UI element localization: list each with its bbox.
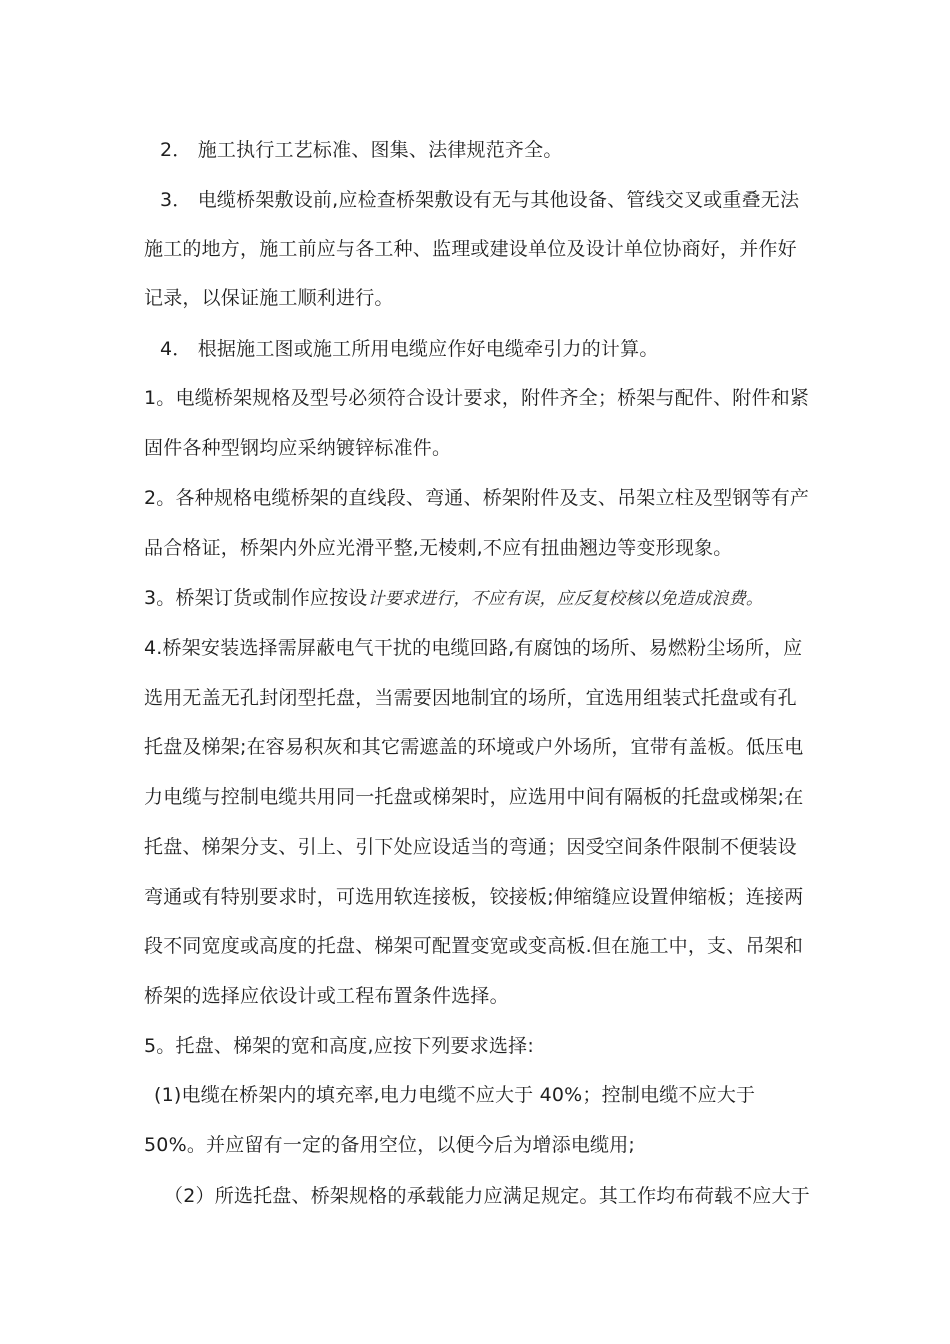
text-line: 4.桥架安装选择需屏蔽电气干扰的电缆回路,有腐蚀的场所、易燃粉尘场所，应	[144, 637, 803, 659]
text-line: 力电缆与控制电缆共用同一托盘或梯架时，应选用中间有隔板的托盘或梯架;在	[144, 786, 804, 808]
text-segment: 3。桥架订货或制作应按设	[144, 587, 368, 609]
text-line: 选用无盖无孔封闭型托盘，当需要因地制宜的场所，宜选用组装式托盘或有孔	[144, 687, 797, 709]
text-line: 50%。并应留有一定的备用空位，以便今后为增添电缆用;	[144, 1134, 636, 1156]
text-line: 2。各种规格电缆桥架的直线段、弯通、桥架附件及支、吊架立柱及型钢等有产	[144, 487, 810, 509]
text-line: 固件各种型钢均应采纳镀锌标准件。	[144, 437, 452, 459]
text-line: （2）所选托盘、桥架规格的承载能力应满足规定。其工作均布荷载不应大于	[164, 1185, 810, 1207]
text-line: 托盘、梯架分支、引上、引下处应设适当的弯通；因受空间条件限制不便装设	[144, 836, 797, 858]
text-line: 4． 根据施工图或施工所用电缆应作好电缆牵引力的计算。	[160, 338, 659, 360]
text-line: 段不同宽度或高度的托盘、梯架可配置变宽或变高板.但在施工中，支、吊架和	[144, 935, 804, 957]
text-line: 1。电缆桥架规格及型号必须符合设计要求，附件齐全；桥架与配件、附件和紧	[144, 387, 810, 409]
text-line: 托盘及梯架;在容易积灰和其它需遮盖的环境或户外场所，宜带有盖板。低压电	[144, 736, 804, 758]
text-line: 桥架的选择应依设计或工程布置条件选择。	[144, 985, 509, 1007]
text-segment-serif: 计要求进行，不应有误，应反复校核以免造成浪费。	[367, 589, 764, 609]
text-line: 品合格证，桥架内外应光滑平整,无棱刺,不应有扭曲翘边等变形现象。	[144, 537, 733, 559]
text-line-mixed	[144, 585, 763, 612]
text-line: (1)电缆在桥架内的填充率,电力电缆不应大于 40%；控制电缆不应大于	[154, 1084, 756, 1106]
text-line: 施工的地方，施工前应与各工种、监理或建设单位及设计单位协商好，并作好	[144, 238, 797, 260]
text-line: 2． 施工执行工艺标准、图集、法律规范齐全。	[160, 139, 563, 161]
text-line: 3． 电缆桥架敷设前,应检查桥架敷设有无与其他设备、管线交叉或重叠无法	[160, 189, 800, 211]
text-line: 记录，以保证施工顺利进行。	[144, 287, 394, 309]
text-line: 5。托盘、梯架的宽和高度,应按下列要求选择:	[144, 1035, 534, 1057]
text-line: 弯通或有特别要求时，可选用软连接板，铰接板;伸缩缝应设置伸缩板；连接两	[144, 886, 804, 908]
